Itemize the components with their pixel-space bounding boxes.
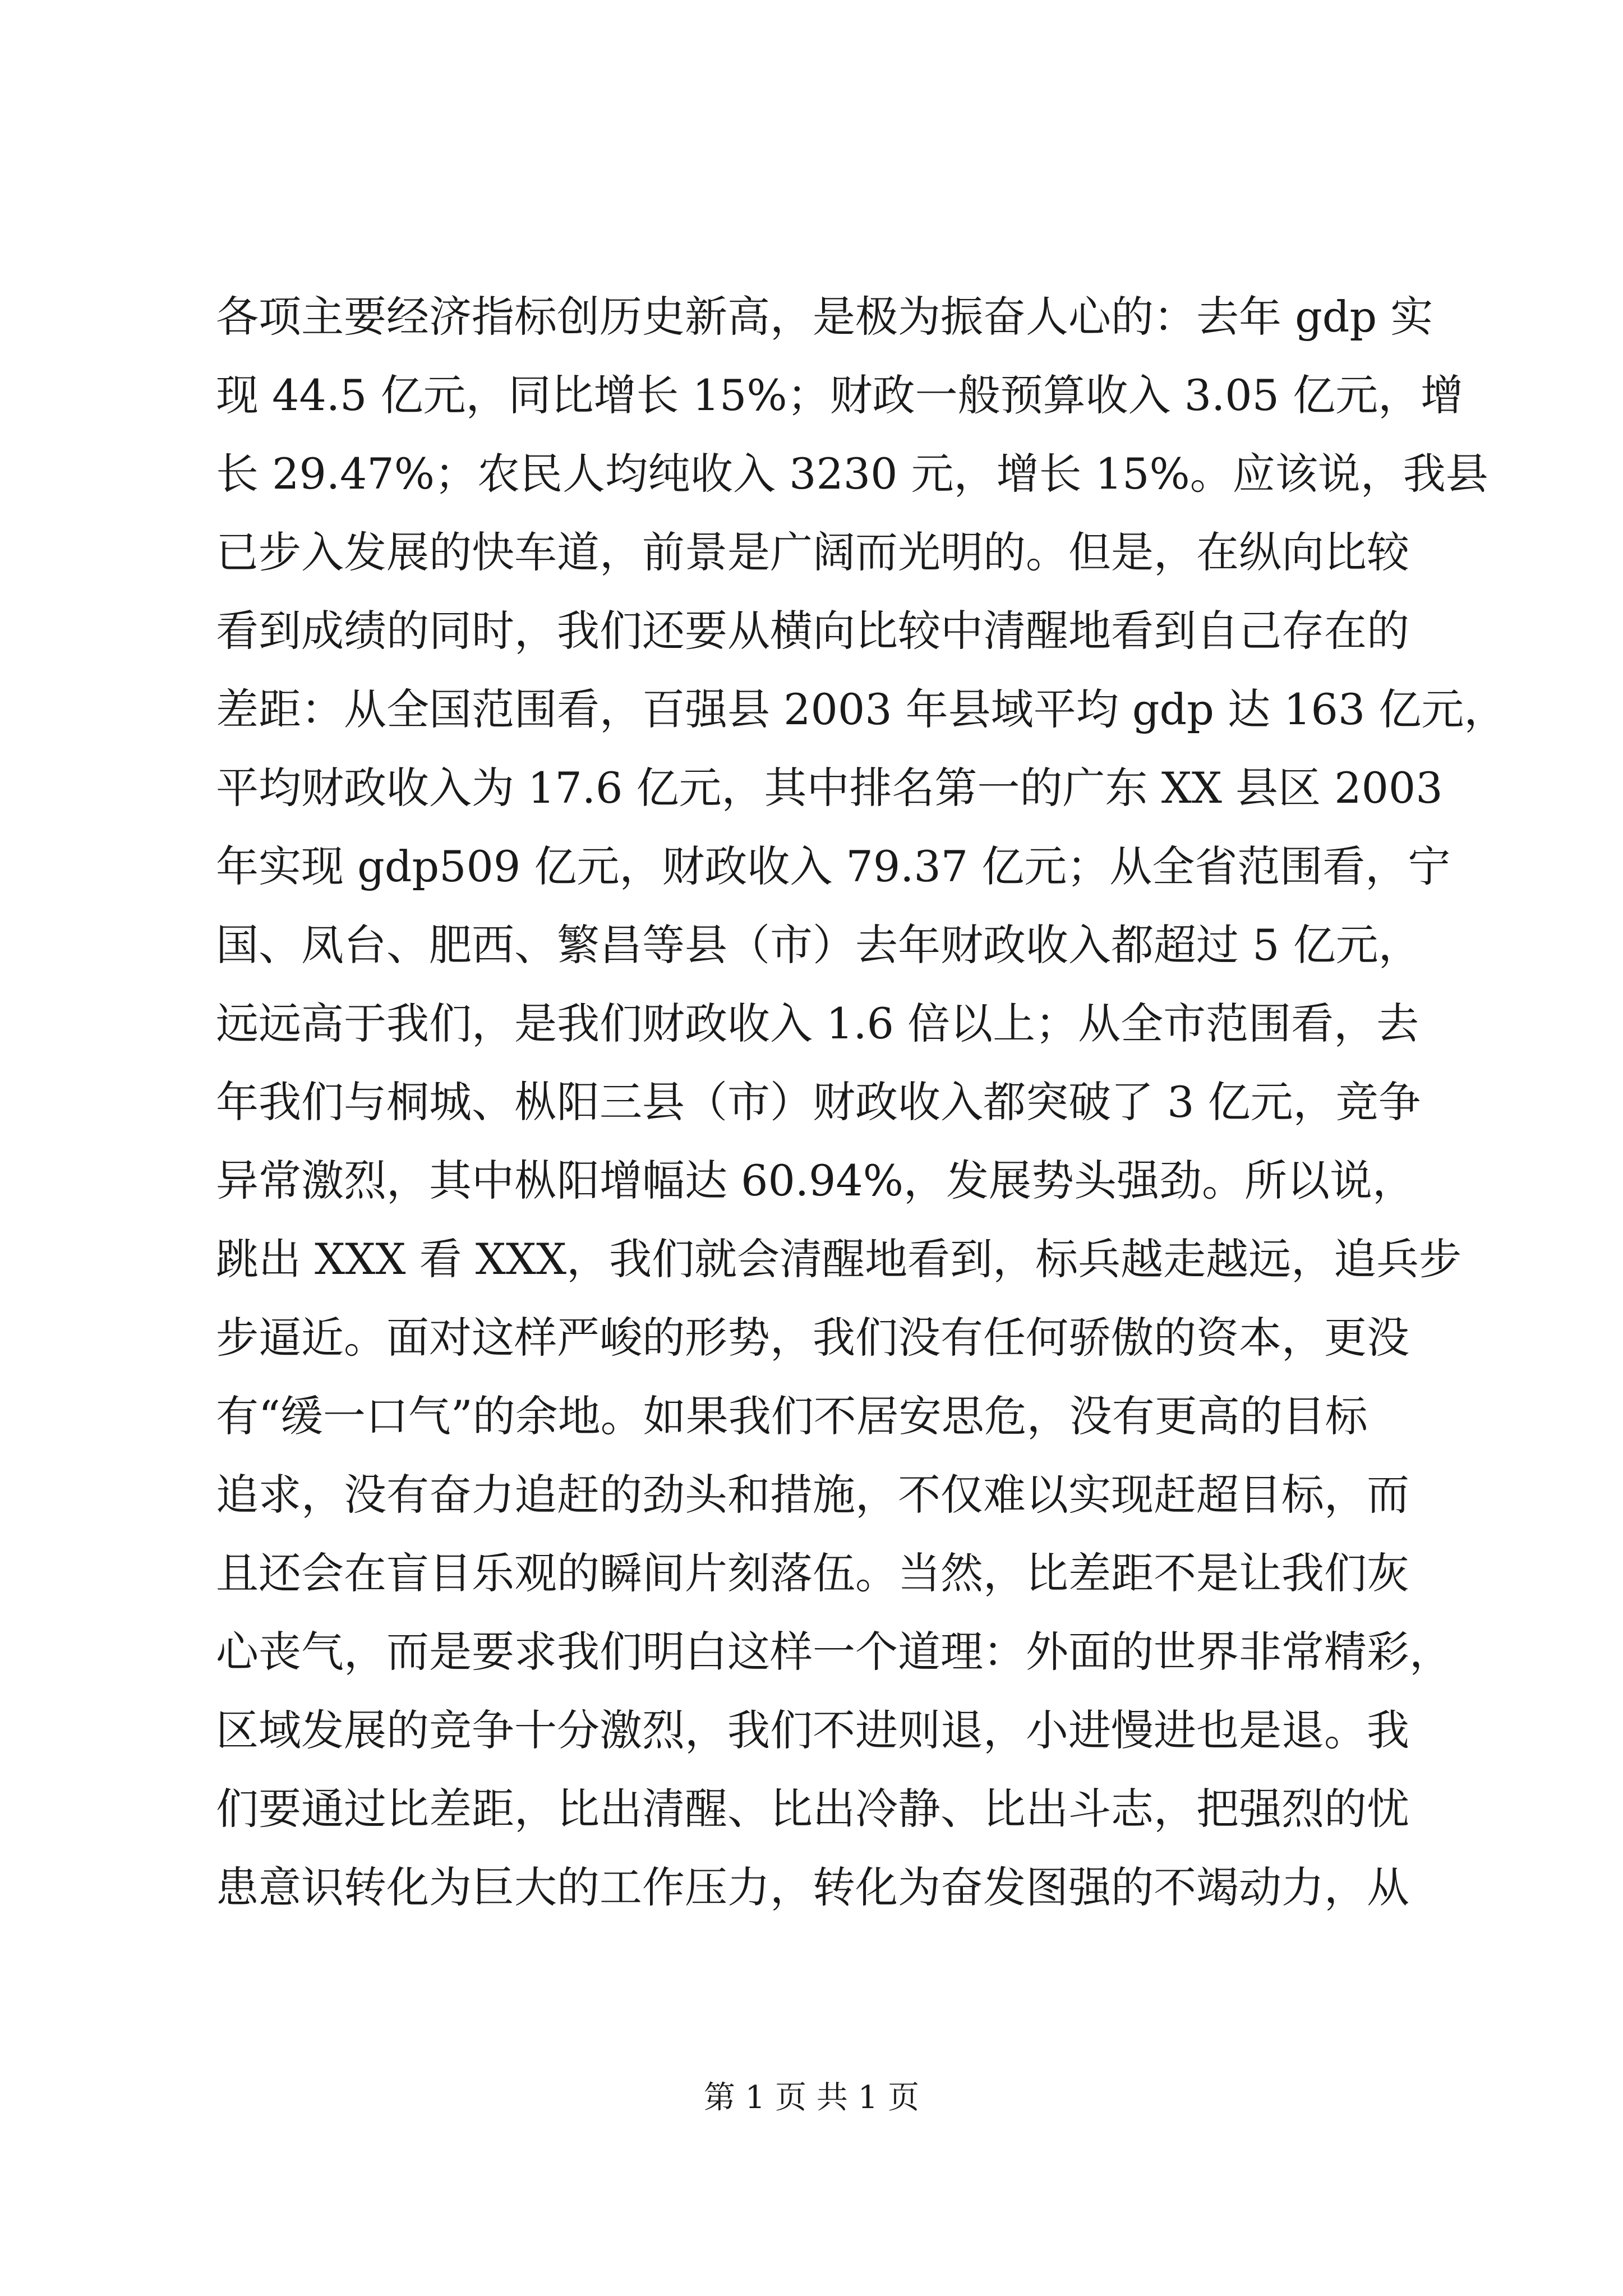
body-text <box>216 278 1507 1927</box>
text-line: 有“缓一口气”的余地。如果我们不居安思危，没有更高的目标 <box>216 1391 1368 1441</box>
text-line: 患意识转化为巨大的工作压力，转化为奋发图强的不竭动力，从 <box>216 1862 1409 1912</box>
text-line: 长 29.47%；农民人均纯收入 3230 元，增长 15%。应该说，我县 <box>216 449 1488 499</box>
text-line: 已步入发展的快车道，前景是广阔而光明的。但是，在纵向比较 <box>216 527 1409 577</box>
text-line: 心丧气，而是要求我们明白这样一个道理：外面的世界非常精彩， <box>216 1627 1452 1677</box>
text-line: 差距：从全国范围看，百强县 2003 年县域平均 gdp 达 163 亿元， <box>216 684 1507 734</box>
text-line: 远远高于我们，是我们财政收入 1.6 倍以上；从全市范围看，去 <box>216 999 1419 1048</box>
page-footer: 第 1 页 共 1 页 <box>703 2079 920 2116</box>
text-line: 区域发展的竞争十分激烈，我们不进则退，小进慢进也是退。我 <box>216 1705 1409 1755</box>
text-line: 平均财政收入为 17.6 亿元，其中排名第一的广东 XX 县区 2003 <box>216 763 1443 813</box>
text-line: 年实现 gdp509 亿元，财政收入 79.37 亿元；从全省范围看，宁 <box>216 841 1451 891</box>
text-line: 现 44.5 亿元，同比增长 15%；财政一般预算收入 3.05 亿元，增 <box>216 370 1464 420</box>
text-line: 国、凤台、肥西、繁昌等县（市）去年财政收入都超过 5 亿元， <box>216 920 1421 970</box>
text-line: 各项主要经济指标创历史新高，是极为振奋人心的：去年 gdp 实 <box>216 292 1433 342</box>
text-line: 异常激烈，其中枞阳增幅达 60.94%，发展势头强劲。所以说， <box>216 1156 1415 1205</box>
text-line: 追求，没有奋力追赶的劲头和措施，不仅难以实现赶超目标，而 <box>216 1470 1409 1520</box>
text-line: 步逼近。面对这样严峻的形势，我们没有任何骄傲的资本，更没 <box>216 1313 1409 1363</box>
text-line: 且还会在盲目乐观的瞬间片刻落伍。当然，比差距不是让我们灰 <box>216 1548 1409 1598</box>
text-line: 跳出 XXX 看 XXX，我们就会清醒地看到，标兵越走越远，追兵步 <box>216 1234 1462 1284</box>
text-line: 们要通过比差距，比出清醒、比出冷静、比出斗志，把强烈的忧 <box>216 1784 1409 1834</box>
text-line: 看到成绩的同时，我们还要从横向比较中清醒地看到自己存在的 <box>216 606 1409 656</box>
text-line: 年我们与桐城、枞阳三县（市）财政收入都突破了 3 亿元，竞争 <box>216 1077 1421 1127</box>
